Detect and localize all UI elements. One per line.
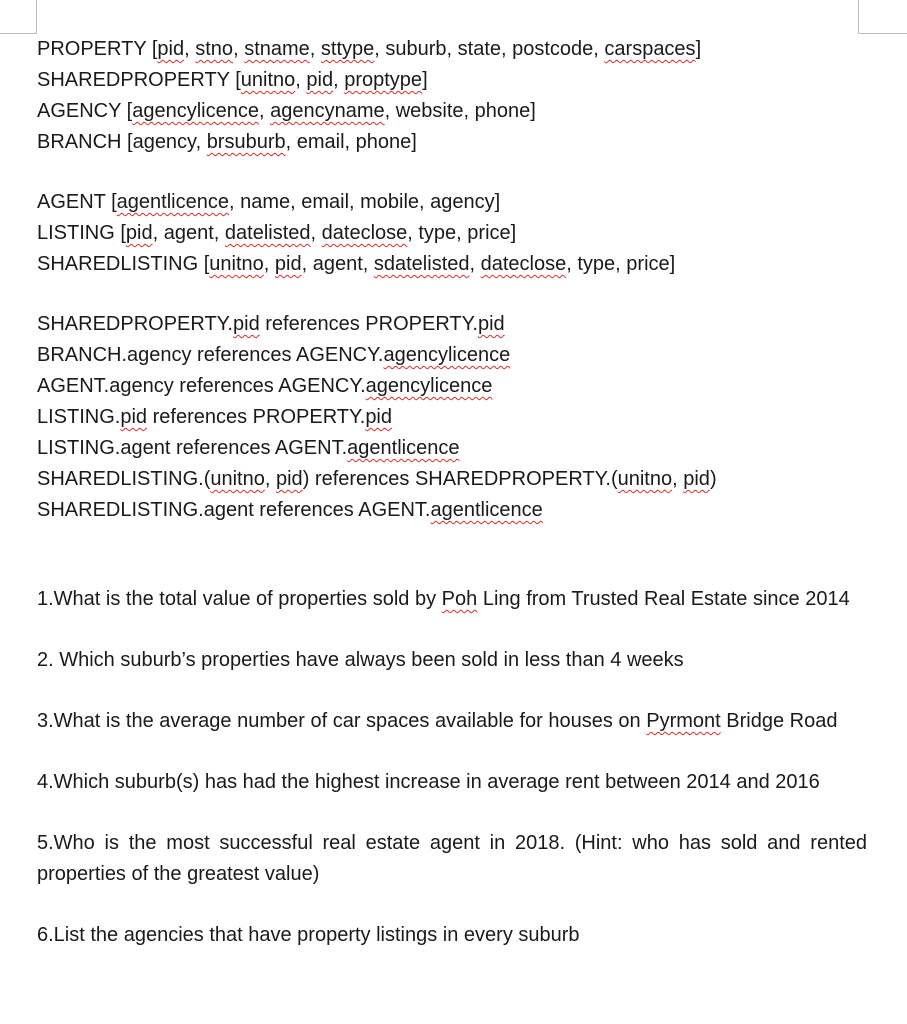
spellcheck-word: sttype [320, 38, 375, 60]
spellcheck-word: pid [120, 406, 148, 428]
spellcheck-word: stname [244, 38, 310, 60]
reference-line: AGENT.agency references AGENCY.agencylicence [37, 375, 493, 397]
schema-block-1 [37, 34, 867, 158]
spellcheck-word: agencylicence [132, 100, 259, 122]
spellcheck-word: pid [274, 253, 302, 275]
schema-line: SHAREDPROPERTY [unitno, pid, proptype] [37, 69, 428, 91]
spellcheck-word: brsuburb [206, 131, 286, 153]
reference-line: BRANCH.agency references AGENCY.agencylicence [37, 344, 511, 366]
spellcheck-word: stno [195, 38, 234, 60]
spellcheck-word: agencylicence [365, 375, 493, 397]
spellcheck-word: unitno [210, 468, 265, 490]
spellcheck-word: agentlicence [347, 437, 460, 459]
spellcheck-word: pid [157, 38, 185, 60]
schema-line: PROPERTY [pid, stno, stname, sttype, suburb, state, postcode, carspaces] [37, 38, 702, 60]
spellcheck-word: pid [125, 222, 153, 244]
question-item: 2. Which suburb’s properties have always been sold in less than 4 weeks [37, 649, 684, 671]
page-crop-mark-right [858, 0, 907, 34]
reference-line: SHAREDLISTING.agent references AGENT.agentlicence [37, 499, 543, 521]
spellcheck-word: proptype [344, 69, 423, 91]
schema-line: LISTING [pid, agent, datelisted, dateclose, type, price] [37, 222, 517, 244]
spellcheck-word: agencyname [270, 100, 385, 122]
spellcheck-word: dateclose [480, 253, 567, 275]
spellcheck-word: pid [365, 406, 393, 428]
spellcheck-word: pid [233, 313, 260, 335]
question-item: 3.What is the average number of car spaces available for houses on Pyrmont Bridge Road [37, 710, 838, 732]
schema-line: SHAREDLISTING [unitno, pid, agent, sdatelisted, dateclose, type, price] [37, 253, 676, 275]
schema-line: AGENCY [agencylicence, agencyname, website, phone] [37, 100, 536, 122]
page-crop-mark-left [0, 0, 37, 34]
question-item: 5.Who is the most successful real estate agent in 2018. (Hint: who has sold and rented properties of the greatest value) [37, 832, 867, 885]
spellcheck-word: pid [306, 69, 334, 91]
document-body [37, 34, 867, 951]
spellcheck-word: agentlicence [430, 499, 543, 521]
schema-line: AGENT [agentlicence, name, email, mobile, agency] [37, 191, 501, 213]
questions-block [37, 584, 867, 951]
spellcheck-word: Pyrmont [646, 710, 721, 732]
spellcheck-word: pid [683, 468, 710, 490]
schema-line: BRANCH [agency, brsuburb, email, phone] [37, 131, 417, 153]
spellcheck-word: Poh [441, 588, 478, 610]
spellcheck-word: pid [477, 313, 505, 335]
question-item: 6.List the agencies that have property listings in every suburb [37, 924, 580, 946]
spellcheck-word: sdatelisted [373, 253, 470, 275]
spellcheck-word: agentlicence [116, 191, 229, 213]
reference-line: SHAREDPROPERTY.pid references PROPERTY.pid [37, 313, 505, 335]
spellcheck-word: carspaces [604, 38, 696, 60]
reference-line: SHAREDLISTING.(unitno, pid) references SHAREDPROPERTY.(unitno, pid) [37, 468, 717, 490]
spellcheck-word: agencylicence [383, 344, 511, 366]
spellcheck-word: unitno [240, 69, 296, 91]
reference-line: LISTING.agent references AGENT.agentlicence [37, 437, 460, 459]
schema-block-2 [37, 187, 867, 280]
spellcheck-word: pid [275, 468, 303, 490]
reference-line: LISTING.pid references PROPERTY.pid [37, 406, 393, 428]
question-item: 1.What is the total value of properties sold by Poh Ling from Trusted Real Estate since 2014 [37, 588, 850, 610]
spellcheck-word: dateclose [321, 222, 408, 244]
question-item: 4.Which suburb(s) has had the highest increase in average rent between 2014 and 2016 [37, 771, 820, 793]
references-block [37, 309, 867, 526]
spellcheck-word: unitno [617, 468, 673, 490]
spellcheck-word: unitno [209, 253, 264, 275]
spellcheck-word: datelisted [224, 222, 311, 244]
